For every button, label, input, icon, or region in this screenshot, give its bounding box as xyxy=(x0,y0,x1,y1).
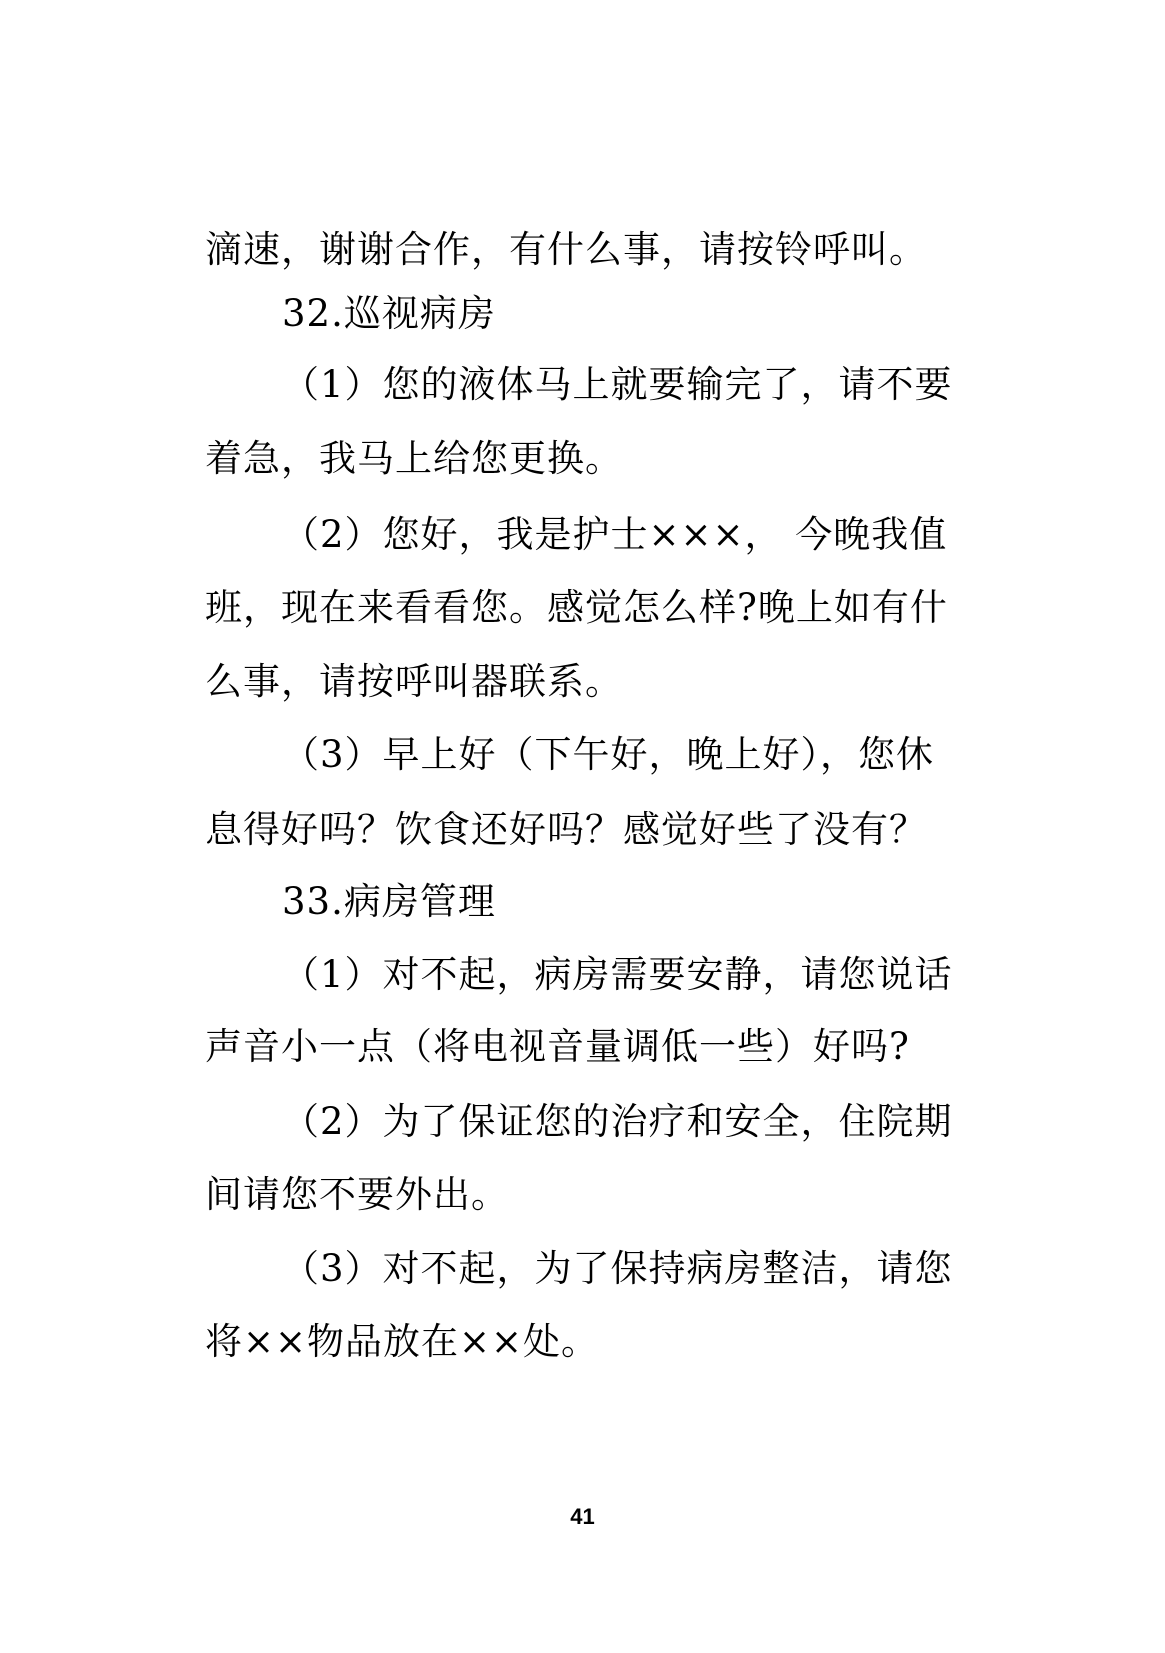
section-heading: 33.病房管理 xyxy=(282,880,496,923)
text-line: （2）您好，我是护士×××， 今晚我值 xyxy=(282,513,948,556)
text-line: 着急，我马上给您更换。 xyxy=(205,437,623,480)
text-line: 班，现在来看看您。感觉怎么样?晚上如有什 xyxy=(205,586,948,629)
text-line: 将××物品放在××处。 xyxy=(205,1320,600,1363)
text-line: 间请您不要外出。 xyxy=(205,1173,509,1216)
section-heading: 32.巡视病房 xyxy=(282,292,496,335)
text-line: 声音小一点（将电视音量调低一些）好吗? xyxy=(205,1025,910,1068)
text-line: 息得好吗？饮食还好吗？感觉好些了没有？ xyxy=(205,808,927,851)
text-line: （3）对不起，为了保持病房整洁，请您 xyxy=(282,1247,953,1290)
text-line: （1）您的液体马上就要输完了，请不要 xyxy=(282,363,953,406)
text-line: （2）为了保证您的治疗和安全，住院期 xyxy=(282,1100,953,1143)
text-line: 么事，请按呼叫器联系。 xyxy=(205,660,623,703)
text-line: （3）早上好（下午好，晚上好），您休 xyxy=(282,733,935,776)
text-line: （1）对不起，病房需要安静，请您说话 xyxy=(282,953,953,996)
text-line: 滴速，谢谢合作，有什么事，请按铃呼叫。 xyxy=(205,228,927,271)
page-number: 41 xyxy=(570,1504,595,1529)
